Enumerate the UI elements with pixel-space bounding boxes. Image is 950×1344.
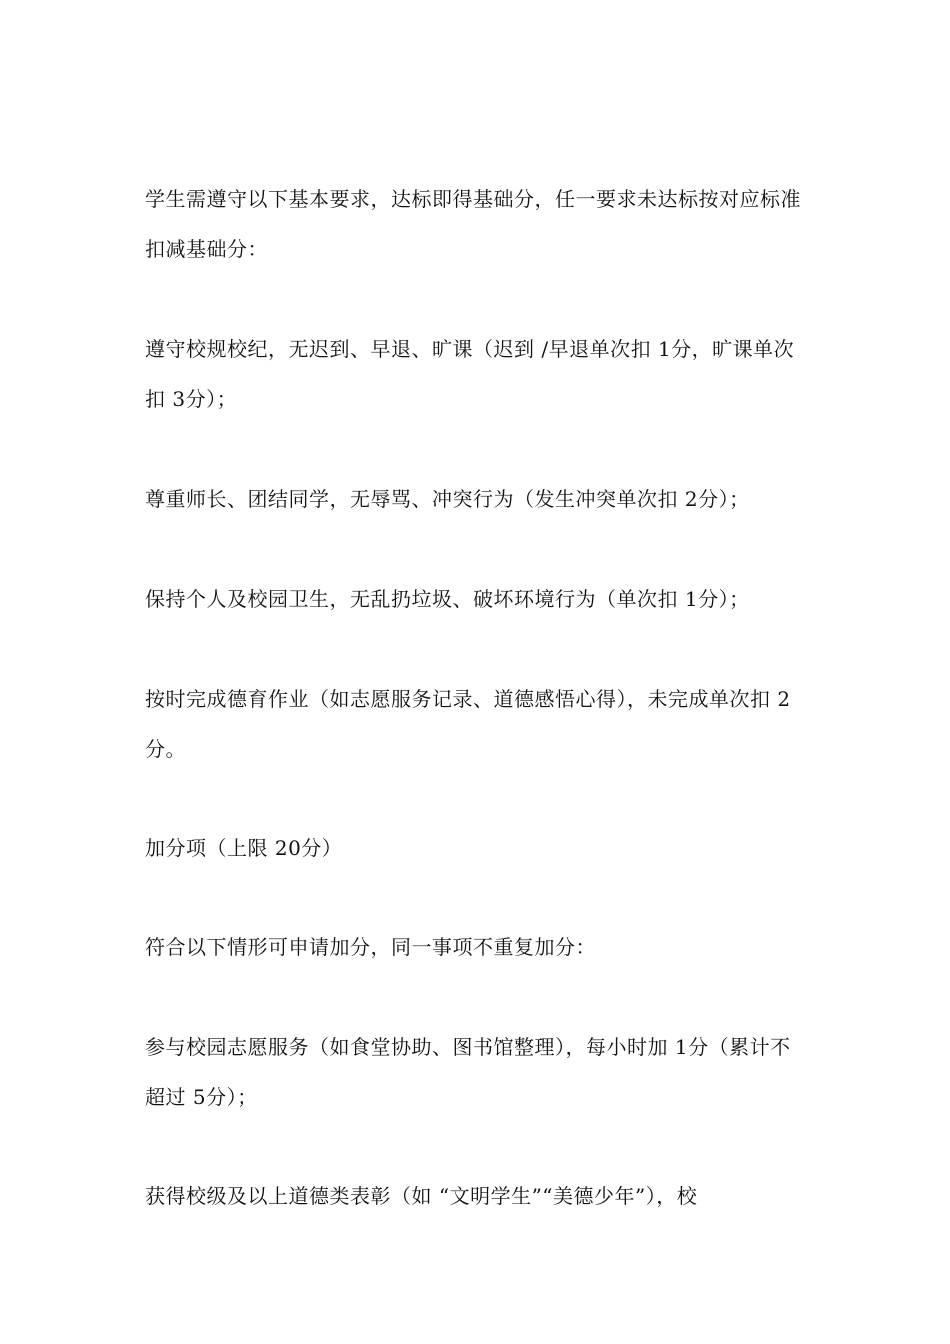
paragraph-volunteer-bonus: 参与校园志愿服务（如食堂协助、图书馆整理），每小时加 1分（累计不超过 5分）； xyxy=(145,1035,791,1109)
paragraph-homework-rule: 按时完成德育作业（如志愿服务记录、道德感悟心得），未完成单次扣 2分。 xyxy=(145,687,791,761)
paragraph-award-bonus: 获得校级及以上道德类表彰（如 “文明学生”“美德少年”），校 xyxy=(145,1184,698,1208)
paragraph-basic-requirements-intro: 学生需遵守以下基本要求，达标即得基础分，任一要求未达标按对应标准扣减基础分： xyxy=(145,187,801,261)
paragraph-attendance-rule: 遵守校规校纪，无迟到、早退、旷课（迟到 /早退单次扣 1分，旷课单次扣 3分）； xyxy=(145,337,795,411)
section-heading-bonus: 加分项（上限 20分） xyxy=(145,836,343,860)
paragraph-respect-rule: 尊重师长、团结同学，无辱骂、冲突行为（发生冲突单次扣 2分）； xyxy=(145,487,750,511)
paragraph-bonus-intro: 符合以下情形可申请加分，同一事项不重复加分： xyxy=(145,935,596,959)
paragraph-hygiene-rule: 保持个人及校园卫生，无乱扔垃圾、破坏环境行为（单次扣 1分）； xyxy=(145,587,750,611)
